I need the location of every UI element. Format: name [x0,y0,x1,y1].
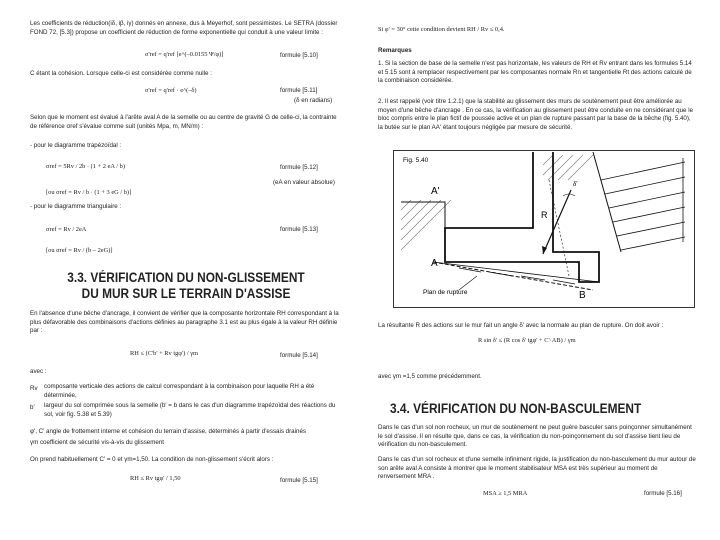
formula-5-12-note: (eA en valeur absolue) [273,179,335,186]
section-3-3-heading-line2: DU MUR SUR LE TERRAIN D'ASSISE [81,286,291,301]
triangular-label: - pour le diagramme triangulaire : [30,203,122,210]
formula-5-11: σ'ref = q'ref · e^(–δ) [145,87,197,94]
remarques-heading: Remarques [378,47,412,54]
formula-5-14: RH ≤ (C'b' + Rv tgφ') / γm [130,350,199,357]
pressure-arrows [601,158,685,250]
non-rocheux-paragraph: Dans le cas d'un sol non rocheux, un mur de soutènement ne peut guère basculer sans poinçonner simultanément le sol d'assise. Il en résulte que, dans ce cas, la vérification du non-poinçonnement du sol d'assise tient lieu de vérification du non-basculement. [378,424,692,449]
remarque-1: 1. Si la section de base de la semelle n'est pas horizontale, les valeurs de RH et Rv entrant dans les formules 5.14 et 5.15 sont à remplacer respectivement par les composantes normale Rn et tangentielle Rt des actions calculé de la combinaison considérée. [378,60,692,85]
wall-outline [445,152,599,282]
formula-5-14-tag: formule [5.14] [280,352,318,359]
base-line [433,262,599,282]
def-b-text: largeur du sol comprimée sous la semelle (b' = b dans le cas d'un diagramme trapézoïdal des réactions du sol, voir fig. 5.38 et 5.39) [44,402,336,418]
formula-5-10: σ'ref = q'ref [e^(–0.0155 Ψ/φ)] [145,51,224,58]
fig-label-aprime: A' [431,186,440,197]
formula-5-16-tag: formule [5.16] [644,490,682,497]
formula-5-12a: σref = 5Rv / 2b · (1 + 2 eA / b) [46,163,125,170]
def-gm-text: γm coefficient de sécurité vis-à-vis du glissement [30,439,165,446]
avec-label: avec : [30,368,47,375]
rocheux-paragraph: Dans le cas d'un sol rocheux et d'une semelle infiniment rigide, la justification du non-basculement du mur autour de son arête aval A consiste à montrer que le moment stabilisateur MSA est très supérieur au moment de renversement MRA . [378,456,696,481]
formula-5-16: MSA ≥ 1,5 MRA [483,490,528,497]
fig-label-delta: δ' [573,180,578,188]
active-plane [593,152,621,252]
on-prend-paragraph: On prend habituellement C' = 0 et γm=1,50. La condition de non-glissement s'écrit alors : [30,456,274,463]
fig-caption: Fig. 5.40 [403,157,429,164]
def-phi-text: φ', C' angle de frottement interne et cohésion du terrain d'assise, déterminés à partir d'essais drainés [30,428,306,435]
def-rv-symbol: Rv [30,385,38,392]
section-3-4-heading: 3.4. VÉRIFICATION DU NON-BASCULEMENT [390,401,642,416]
fig-label-b: B [579,290,586,301]
def-b-symbol: b' [30,404,35,411]
figure-5-40 [393,150,695,308]
cohesion-paragraph: C étant la cohésion. Lorsque celle-ci est considérée comme nulle : [30,70,212,77]
plan-leader-line [459,276,477,290]
resultant-r-line [543,190,571,254]
formula-5-13-tag: formule [5.13] [280,226,318,233]
formula-5-10-tag: formule [5.10] [280,52,318,59]
base-arrows [459,268,575,284]
resultante-paragraph: La résultante R des actions sur le mur fait un angle δ' avec la normale au plan de rupture. On doit avoir : [378,322,664,329]
formula-5-15: RH ≤ Rv tgφ' / 1,50 [130,475,181,482]
def-rv-text: composante verticale des actions de calcul correspondant à la combinaison pour laquelle RH a été déterminée, [44,383,315,399]
formula-5-11-tag: formule [5.11] [280,87,318,94]
avec-gm-text: avec γm =1,5 comme précédemment. [378,373,482,380]
fig-label-r: R [541,210,548,220]
trapezoidal-label: - pour le diagramme trapézoïdal : [30,142,122,149]
selon-paragraph: Selon que le moment est évalué à l'arête aval A de la semelle ou au centre de gravité G de celle-ci, la contrainte de référence σref s'évalue comme suit (unités Mpa, m, MN/m) : [30,114,337,130]
remarque-2: 2. Il est rappelé (voir titre 1.2.1) que la stabilité au glissement des murs de soutènement peut être améliorée au moyen d'une bêche d'ancrage . En ce cas, la vérification au glissement peut être conduite en ne considérant que le bloc compris entre le plan fictif de poussée active et un plan de rupture passant par la base de la bêche (fig. 5.40), la butée sur le plan AA' étant toujours négligée par mesure de sécurité. [378,98,694,131]
section-3-3-heading-line1: 3.3. VÉRIFICATION DU NON-GLISSEMENT [67,270,305,285]
formula-5-13b: [ou σref = Rv / (b – 2eG)] [46,247,113,254]
formula-5-12b: [ou σref = Rv / b · (1 + 3 eG / b)] [46,189,132,196]
formula-5-13a: σref = Rv / 2eA [46,226,87,233]
ground-line [401,202,445,228]
fig-label-plan: Plan de rupture [423,289,468,296]
formula-5-15-tag: formule [5.15] [280,477,318,484]
condition-30deg: Si φ' = 30° cette condition devient RH / Rv ≤ 0,4. [378,26,505,33]
intro-paragraph: Les coefficients de réduction(iδ, iβ, iγ) donnés en annexe, dus à Meyerhof, sont pessimistes. Le SETRA (dossier FOND 72, [5.3]) propose un coefficient de réduction de forme exponentielle qui conduit à une valeur limite : [30,20,338,36]
absence-paragraph: En l'absence d'une bêche d'ancrage, il convient de vérifier que la composante horizontale RH correspondant à la plus défavorable des combinaisons d'actions définies au paragraphe 3.1 est au plus égale à la valeur RH définie par : [30,310,339,335]
fig-label-a: A [431,258,438,269]
rupture-inequality: R sin δ' ≤ (R cos δ' tgφ' + C'·AB) / γm [478,337,576,344]
formula-5-12-tag: formule [5.12] [280,164,318,171]
formula-5-11-note: (δ en radians) [294,97,333,104]
